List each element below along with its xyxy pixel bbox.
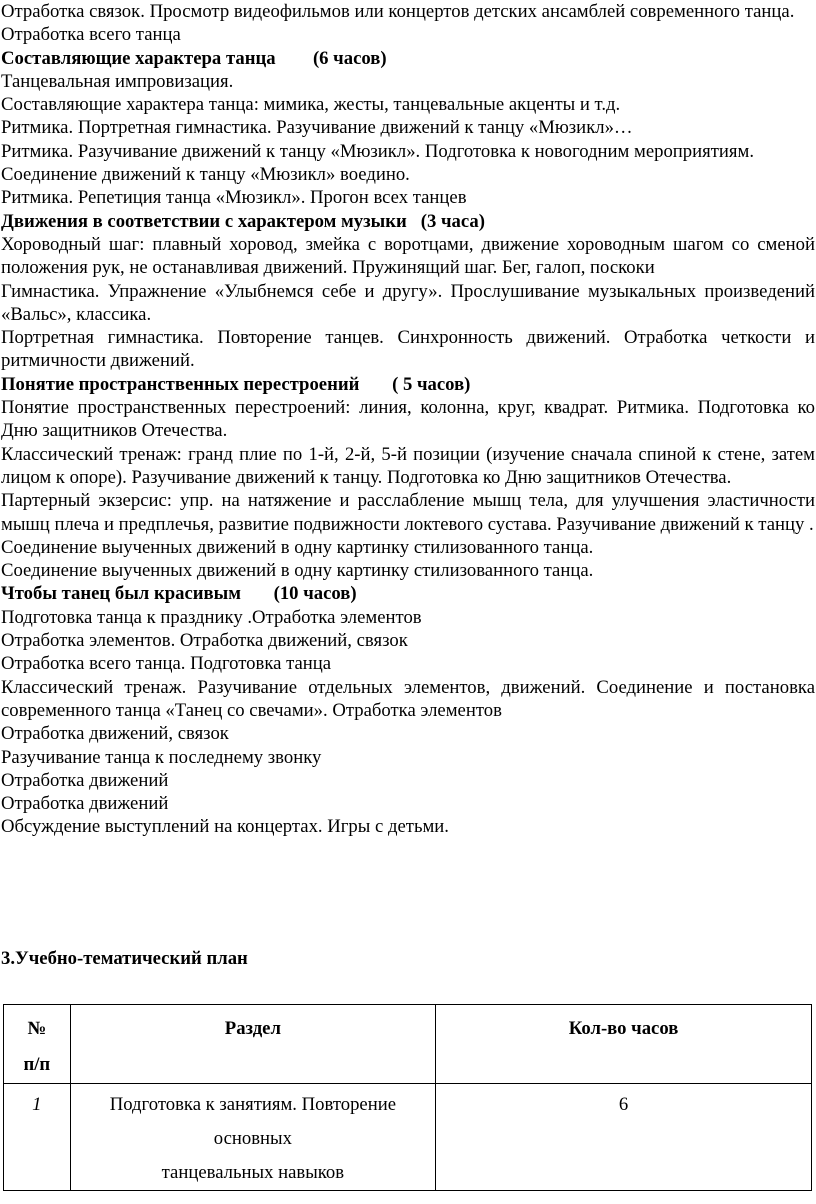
header-number-symbol: № bbox=[27, 1018, 47, 1039]
paragraph: Отработка движений bbox=[1, 793, 169, 815]
row-section bbox=[70, 1084, 435, 1191]
header-section: Раздел bbox=[70, 1005, 435, 1084]
row-hours: 6 bbox=[436, 1084, 812, 1191]
section-heading: Понятие пространственных перестроений ( 5 часов) bbox=[1, 373, 471, 395]
section-heading: Составляющие характера танца (6 часов) bbox=[1, 47, 387, 69]
paragraph: Отработка всего танца bbox=[1, 24, 181, 46]
program-text bbox=[1, 0, 816, 839]
paragraph: Отработка элементов. Отработка движений, связок bbox=[1, 630, 408, 652]
paragraph: Соединение выученных движений в одну картинку стилизованного танца. bbox=[1, 560, 594, 582]
header-hours: Кол-во часов bbox=[436, 1005, 812, 1084]
paragraph: Обсуждение выступлений на концертах. Игры с детьми. bbox=[1, 816, 449, 838]
paragraph: Гимнастика. Упражнение «Улыбнемся себе и другу». Прослушивание музыкальных произведений «Вальс», классика. bbox=[1, 280, 815, 325]
header-number-abbrev: п/п bbox=[23, 1054, 51, 1075]
paragraph: Хороводный шаг: плавный хоровод, змейка с воротцами, движение хороводным шагом со сменой положения рук, не останавливая движений. Пружинящий шаг. Бег, галоп, поскоки bbox=[1, 233, 815, 279]
paragraph: Партерный экзерсис: упр. на натяжение и расслабление мышц тела, для улучшения эластичности мышц плеча и предплечья, развитие подвижности локтевого сустава. Разучивание движений к танцу . bbox=[1, 490, 815, 535]
paragraph: Понятие пространственных перестроений: линия, колонна, круг, квадрат. Ритмика. Подготовка ко Дню защитников Отечества. bbox=[1, 397, 815, 442]
row-number: 1 bbox=[4, 1084, 71, 1191]
paragraph: Танцевальная импровизация. bbox=[1, 70, 234, 92]
paragraph: Отработка движений bbox=[1, 769, 169, 791]
paragraph: Составляющие характера танца: мимика, жесты, танцевальные акценты и т.д. bbox=[1, 94, 621, 116]
paragraph: Подготовка танца к празднику .Отработка элементов bbox=[1, 606, 422, 628]
row-section-line-2: танцевальных навыков bbox=[161, 1162, 345, 1183]
header-number bbox=[4, 1005, 71, 1084]
paragraph: Ритмика. Портретная гимнастика. Разучивание движений к танцу «Мюзикл»… bbox=[1, 117, 633, 139]
table-row bbox=[4, 1084, 812, 1191]
paragraph: Ритмика. Разучивание движений к танцу «Мюзикл». Подготовка к новогодним мероприятиям. bbox=[1, 140, 755, 162]
paragraph: Отработка связок. Просмотр видеофильмов или концертов детских ансамблей современного танца. bbox=[1, 1, 795, 22]
paragraph: Ритмика. Репетиция танца «Мюзикл». Прогон всех танцев bbox=[1, 187, 467, 209]
paragraph: Отработка всего танца. Подготовка танца bbox=[1, 653, 332, 675]
section-title: 3.Учебно-тематический план bbox=[1, 948, 248, 969]
paragraph: Соединение выученных движений в одну картинку стилизованного танца. bbox=[1, 536, 594, 558]
thematic-plan-table bbox=[3, 1004, 812, 1191]
row-section-line-1: Подготовка к занятиям. Повторение основных bbox=[109, 1094, 397, 1149]
section-heading: Чтобы танец был красивым (10 часов) bbox=[1, 583, 357, 605]
paragraph: Соединение движений к танцу «Мюзикл» воедино. bbox=[1, 164, 410, 186]
paragraph: Классический тренаж. Разучивание отдельных элементов, движений. Соединение и постановка современного танца «Танец со свечами». Отработка элементов bbox=[1, 676, 815, 721]
section-heading: Движения в соответствии с характером музыки (3 часа) bbox=[1, 210, 485, 232]
table-header-row bbox=[4, 1005, 812, 1084]
paragraph: Классический тренаж: гранд плие по 1-й, 2-й, 5-й позиции (изучение сначала спиной к стене, затем лицом к опоре). Разучивание движений к танцу. Подготовка ко Дню защитников Отечества. bbox=[1, 443, 815, 488]
paragraph: Портретная гимнастика. Повторение танцев. Синхронность движений. Отработка четкости и ритмичности движений. bbox=[1, 327, 815, 372]
paragraph: Разучивание танца к последнему звонку bbox=[1, 746, 322, 768]
paragraph: Отработка движений, связок bbox=[1, 723, 229, 745]
